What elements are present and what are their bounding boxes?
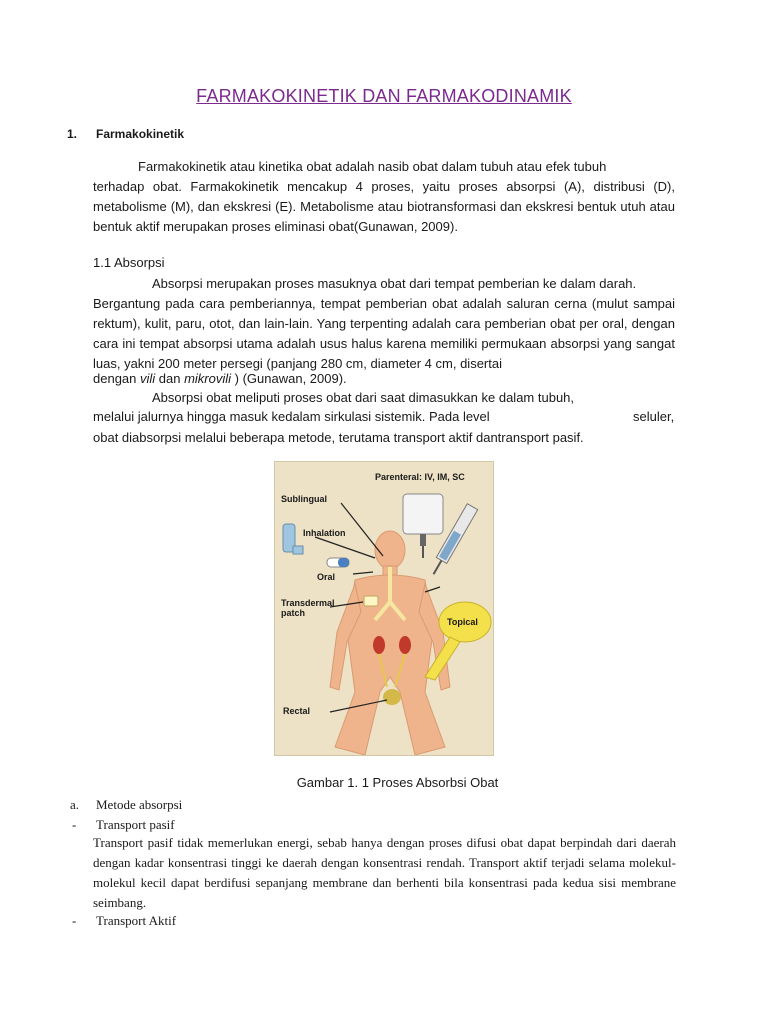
absorpsi-p2-line2-right: seluler, bbox=[633, 409, 675, 424]
text-span: dan bbox=[155, 371, 185, 386]
absorpsi-p2-first-line: Absorpsi obat meliputi proses obat dari saat dimasukkan ke dalam tubuh, bbox=[152, 390, 575, 405]
transport-pasif-paragraph: Transport pasif tidak memerlukan energi, sebab hanya dengan proses difusi obat dapat berpindah dari daerah dengan kadar konsentrasi tinggi ke daerah dengan konsentrasi rendah. Transport aktif terjadi selama molekul-molekul kecil dapat berdifusi sepanjang membrane dan berhenti bila konsentrasi pada kedua sisi membrane seimbang. bbox=[93, 835, 676, 910]
intro-first-line: Farmakokinetik atau kinetika obat adalah nasib obat dalam tubuh atau efek tubuh bbox=[138, 159, 607, 174]
oral-pill-half-shape bbox=[338, 558, 349, 567]
absorpsi-p2-line2-left: melalui jalurnya hingga masuk kedalam sirkulasi sistemik. Pada level bbox=[93, 409, 490, 424]
list-item-transport-aktif: Transport Aktif bbox=[96, 913, 177, 928]
bladder-shape bbox=[383, 689, 401, 705]
absorpsi-first-line: Absorpsi merupakan proses masuknya obat dari tempat pemberian ke dalam darah. bbox=[152, 276, 637, 291]
list-marker-dash: - bbox=[72, 913, 77, 928]
subsection-heading: 1.1 Absorpsi bbox=[93, 255, 165, 270]
absorpsi-paragraph: Bergantung pada cara pemberiannya, tempat pemberian obat adalah saluran cerna (mulut sampai rektum), kulit, paru, otot, dan lain-lain. Yang terpenting adalah cara pemberian obat per oral, dengan cara ini tempat absorpsi utama adalah usus halus karena memiliki permukaan absorpsi yang sangat luas, yakni 200 meter persegi (panjang 280 cm, diameter 4 cm, disertai bbox=[93, 296, 675, 371]
right-kidney-shape bbox=[399, 636, 411, 654]
label-oral: Oral bbox=[317, 572, 336, 582]
label-patch: patch bbox=[281, 608, 306, 618]
list-item-metode-absorpsi: Metode absorpsi bbox=[96, 797, 183, 812]
section-number: 1. bbox=[67, 127, 78, 141]
list-marker-dash: - bbox=[72, 817, 77, 832]
mikrovili-term: mikrovili bbox=[184, 371, 232, 386]
label-transdermal: Transdermal bbox=[281, 598, 335, 608]
figure-caption: Gambar 1. 1 Proses Absorbsi Obat bbox=[296, 775, 499, 790]
section-heading-text: Farmakokinetik bbox=[96, 127, 185, 141]
list-item-transport-pasif: Transport pasif bbox=[96, 817, 175, 832]
absorpsi-last-line bbox=[93, 369, 347, 389]
absorpsi-p2-line3: obat diabsorpsi melalui beberapa metode, terutama transport aktif dantransport pasif. bbox=[93, 430, 584, 445]
page-title: FARMAKOKINETIK DAN FARMAKODINAMIK bbox=[196, 86, 572, 106]
left-kidney-shape bbox=[373, 636, 385, 654]
intro-paragraph: terhadap obat. Farmakokinetik mencakup 4 proses, yaitu proses absorpsi (A), distribusi (D), metabolisme (M), dan ekskresi (E). Metabolisme atau biotransformasi dan ekskresi bentuk utuh atau bentuk aktif merupakan proses eliminasi obat(Gunawan, 2009). bbox=[93, 179, 675, 234]
label-inhalation: Inhalation bbox=[303, 528, 346, 538]
absorption-routes-figure bbox=[274, 461, 494, 756]
section-heading bbox=[67, 127, 184, 141]
transdermal-patch-shape bbox=[364, 596, 378, 606]
inhaler-mouthpiece-shape bbox=[293, 546, 303, 554]
body-diagram-illustration bbox=[275, 462, 493, 755]
label-sublingual: Sublingual bbox=[281, 494, 327, 504]
text-span: dengan bbox=[93, 371, 140, 386]
label-topical: Topical bbox=[447, 617, 478, 627]
vili-term: vili bbox=[140, 371, 156, 386]
iv-bag-shape bbox=[403, 494, 443, 558]
list-marker-a: a. bbox=[70, 797, 80, 812]
text-span: ) (Gunawan, 2009). bbox=[231, 371, 347, 386]
label-parenteral: Parenteral: IV, IM, SC bbox=[375, 472, 465, 482]
label-rectal: Rectal bbox=[283, 706, 311, 716]
